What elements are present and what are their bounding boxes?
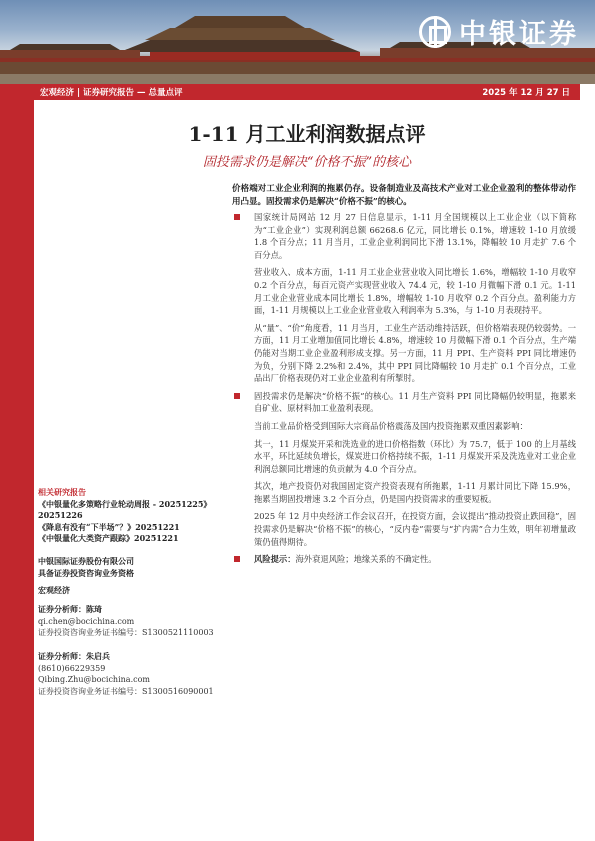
sector-label: 宏观经济 [38, 585, 70, 595]
related-reports [38, 487, 226, 545]
analyst-name: 证券分析师：陈琦 [38, 604, 102, 614]
report-title: 1-11 月工业利润数据点评 [188, 122, 426, 146]
body-paragraph: 国家统计局网站 12 月 27 日信息显示，1-11 月全国规模以上工业企业（以下简称为“工业企业”）实现利润总额 66268.6 亿元，同比增长 0.1%，增速较 1-10 月放缓 1.8 个百分点；11 月当月，工业企业利润同比下滑 13.1%，降幅较 10 月走扩 7.6 个百分点。 [254, 212, 576, 260]
body-paragraph: 其一，11 月煤炭开采和洗选业的进口价格指数（环比）为 75.7，低于 100 的上月基线水平，环比延续负增长，煤炭进口价格持续不振，1-11 月煤炭开采及洗选业对工业企业利润总额同比增速的负贡献为 4.0 个百分点。 [254, 438, 576, 474]
analyst-2 [38, 651, 226, 697]
analyst-email[interactable]: qi.chen@bocichina.com [38, 616, 135, 626]
related-report-item[interactable]: 《中银量化多策略行业轮动周报 - 20251225》20251226 [38, 498, 212, 520]
body-paragraph: 营业收入、成本方面，1-11 月工业企业营业收入同比增长 1.6%，增幅较 1-10 月收窄 0.2 个百分点，每百元资产实现营业收入 74.4 元，较 1-10 月微幅下滑 0.1 元。1-11 月工业企业营业成本同比增长 1.8%，增幅较 1-10 月收窄 0.2 个百分点。盈利能力方面，1-11 月规模以上工业企业营业收入利润率为 5.3%，与 1-10 月表现持平。 [254, 267, 576, 316]
related-title: 相关研究报告 [38, 487, 86, 497]
bullet-square-icon [234, 556, 240, 562]
analyst-phone: (8610)66229359 [38, 663, 106, 673]
bullet-square-icon [234, 214, 240, 220]
lead-summary: 价格端对工业企业利润的拖累仍存。设备制造业及高技术产业对工业企业盈利的整体带动作用凸显。固投需求仍是解决“价格不振”的核心。 [232, 184, 576, 207]
body-bullet-1 [232, 211, 576, 261]
analyst-1 [38, 604, 226, 639]
related-report-item[interactable]: 《中银量化大类资产跟踪》20251221 [38, 533, 179, 543]
risk-label: 风险提示： [254, 554, 296, 565]
bullet-square-icon [234, 393, 240, 399]
related-report-item[interactable]: 《降息有没有“下半场”？》20251221 [38, 521, 180, 532]
boc-logo-icon [419, 16, 451, 48]
body-paragraph: 从“量”、“价”角度看，11 月当月，工业生产活动维持活跃，但价格端表现仍较弱势。一方面，11 月工业增加值同比增长 4.8%，增速较 10 月微幅下滑 0.1 个百分点，生产端仍能对当期工业企业盈利形成支撑。另一方面，11 月 PPI、生产资料 PPI 同比增速仍为负，分别下降 2.2%和 2.4%，其中 PPI 同比降幅较 10 月走扩 0.1 个百分点，工业品出厂价格表现仍对工业企业盈利有所掣肘。 [254, 322, 576, 384]
analyst-cert: 证券投资咨询业务证书编号：S1300521110003 [38, 628, 214, 637]
header-banner [0, 0, 595, 84]
logo-text: 中银证券 [459, 19, 579, 50]
left-red-stripe [0, 84, 34, 841]
category-bar [34, 84, 580, 100]
risk-bullet [232, 553, 576, 566]
analyst-cert: 证券投资咨询业务证书编号：S1300516090001 [38, 686, 214, 696]
risk-text: 海外衰退风险；地缘关系的不确定性。 [295, 554, 437, 565]
body-paragraph: 固投需求仍是解决“价格不振”的核心。11 月生产资料 PPI 同比降幅仍较明显，拖累来自矿业、原材料加工业盈利表现。 [254, 390, 576, 414]
company-info [38, 556, 226, 597]
body-paragraph: 2025 年 12 月中央经济工作会议召开，在投资方面，会议提出“推动投资止跌回稳”，固投需求仍是解决“价格不振”的核心，“反内卷”需要与“扩内需”合力生效，明年初增量政策仍值得期待。 [254, 511, 576, 547]
company-name: 中银国际证券股份有限公司 [38, 556, 134, 566]
company-qualification: 具备证券投资咨询业务资格 [38, 567, 134, 578]
company-logo [419, 12, 579, 51]
report-body [232, 211, 576, 571]
analyst-email[interactable]: Qibing.Zhu@bocichina.com [38, 675, 150, 684]
analyst-name: 证券分析师：朱启兵 [38, 651, 110, 661]
report-category: 宏观经济 | 证券研究报告 — 总量点评 [40, 88, 183, 98]
body-bullet-2 [232, 390, 576, 415]
report-subtitle: 固投需求仍是解决“价格不振”的核心 [202, 155, 412, 170]
report-date: 2025 年 12 月 27 日 [482, 88, 570, 98]
body-paragraph: 其次，地产投资仍对我国固定资产投资表现有所拖累，1-11 月累计同比下降 15.9%，拖累当期固投增速 3.2 个百分点，仍是国内投资需求的重要短板。 [254, 481, 576, 504]
body-paragraph: 当前工业品价格受到国际大宗商品价格震荡及国内投资拖累双重因素影响： [254, 420, 528, 431]
